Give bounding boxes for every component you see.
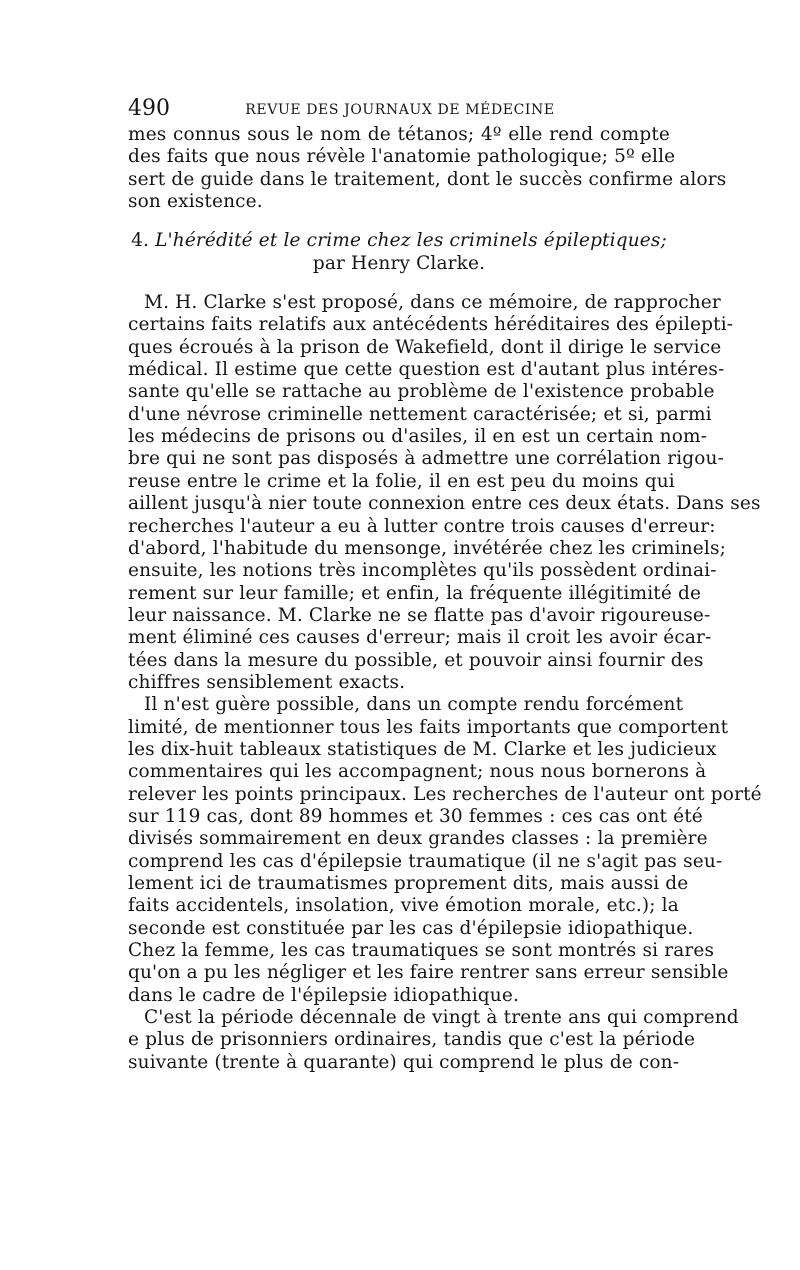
page-header <box>128 96 672 122</box>
text-line: limité, de mentionner tous les faits importants que comportent <box>128 716 729 738</box>
text-line: d'une névrose criminelle nettement caractérisée; et si, parmi <box>128 403 712 425</box>
paragraph-2 <box>128 694 762 1007</box>
text-line: lement ici de traumatismes proprement dits, mais aussi de <box>128 873 689 894</box>
text-line: son existence. <box>128 191 263 213</box>
text-line: sert de guide dans le traitement, dont le succès confirme alors <box>128 168 727 190</box>
section-title-line <box>128 230 670 252</box>
text-line: divisés sommairement en deux grandes classes : la première <box>128 828 708 850</box>
text-line: les médecins de prisons ou d'asiles, il en est un certain nom- <box>128 426 708 448</box>
text-line: Chez la femme, les cas traumatiques se sont montrés si rares <box>128 940 715 962</box>
section-heading <box>128 230 670 275</box>
text-line: dans le cadre de l'épilepsie idiopathique. <box>128 984 519 1006</box>
page-body <box>128 124 762 1074</box>
text-line: M. H. Clarke s'est proposé, dans ce mémoire, de rapprocher <box>144 292 721 314</box>
text-line: aillent jusqu'à nier toute connexion entre ces deux états. Dans ses <box>128 493 761 515</box>
text-line: rement sur leur famille; et enfin, la fréquente illégitimité de <box>128 582 702 604</box>
text-line: e plus de prisonniers ordinaires, tandis que c'est la période <box>128 1029 696 1051</box>
text-line: sur 119 cas, dont 89 hommes et 30 femmes : ces cas ont été <box>128 805 703 827</box>
paragraph-1 <box>128 292 761 694</box>
intro-paragraph <box>128 124 727 213</box>
text-line: suivante (trente à quarante) qui comprend le plus de con- <box>128 1051 680 1073</box>
page-number: 490 <box>128 96 170 121</box>
section-number: 4. <box>131 230 150 252</box>
text-line: relever les points principaux. Les recherches de l'auteur ont porté <box>128 783 762 805</box>
text-line: d'abord, l'habitude du mensonge, invétérée chez les criminels; <box>128 537 726 559</box>
text-line: comprend les cas d'épilepsie traumatique (il ne s'agit pas seu- <box>128 850 723 872</box>
text-line: ensuite, les notions très incomplètes qu'ils possèdent ordinai- <box>128 560 717 582</box>
section-title: L'hérédité et le crime chez les criminels épileptiques; <box>155 230 667 252</box>
text-line: médical. Il estime que cette question est d'autant plus intéres- <box>128 359 725 381</box>
text-line: chiffres sensiblement exacts. <box>128 671 406 693</box>
text-line: mes connus sous le nom de tétanos; 4º elle rend compte <box>128 124 670 145</box>
text-line: certains faits relatifs aux antécédents héréditaires des épilepti- <box>128 314 734 336</box>
text-line: tées dans la mesure du possible, et pouvoir ainsi fournir des <box>128 649 704 671</box>
text-line: sante qu'elle se rattache au problème de l'existence probable <box>128 381 715 403</box>
text-line: des faits que nous révèle l'anatomie pathologique; 5º elle <box>128 146 676 168</box>
text-line: C'est la période décennale de vingt à trente ans qui comprend <box>144 1007 739 1029</box>
text-line: faits accidentels, insolation, vive émotion morale, etc.); la <box>128 895 679 917</box>
section-byline: par Henry Clarke. <box>312 252 486 274</box>
text-line: ment éliminé ces causes d'erreur; mais il croit les avoir écar- <box>128 627 712 649</box>
text-line: recherches l'auteur a eu à lutter contre trois causes d'erreur: <box>128 515 716 537</box>
text-line: qu'on a pu les négliger et les faire rentrer sans erreur sensible <box>128 962 729 984</box>
text-line: Il n'est guère possible, dans un compte rendu forcément <box>144 694 684 716</box>
text-line: seconde est constituée par les cas d'épilepsie idiopathique. <box>128 917 694 939</box>
paragraph-3 <box>128 1007 739 1074</box>
text-line: les dix-huit tableaux statistiques de M. Clarke et les judicieux <box>128 738 717 760</box>
text-line: leur naissance. M. Clarke ne se flatte pas d'avoir rigoureuse- <box>128 604 711 626</box>
text-line: ques écroués à la prison de Wakefield, dont il dirige le service <box>128 336 722 358</box>
running-head: REVUE DES JOURNAUX DE MÉDECINE <box>245 102 555 118</box>
text-line: bre qui ne sont pas disposés à admettre une corrélation rigou- <box>128 448 725 470</box>
text-line: commentaires qui les accompagnent; nous nous bornerons à <box>128 761 707 783</box>
text-line: reuse entre le crime et la folie, il en est peu du moins qui <box>128 470 675 492</box>
